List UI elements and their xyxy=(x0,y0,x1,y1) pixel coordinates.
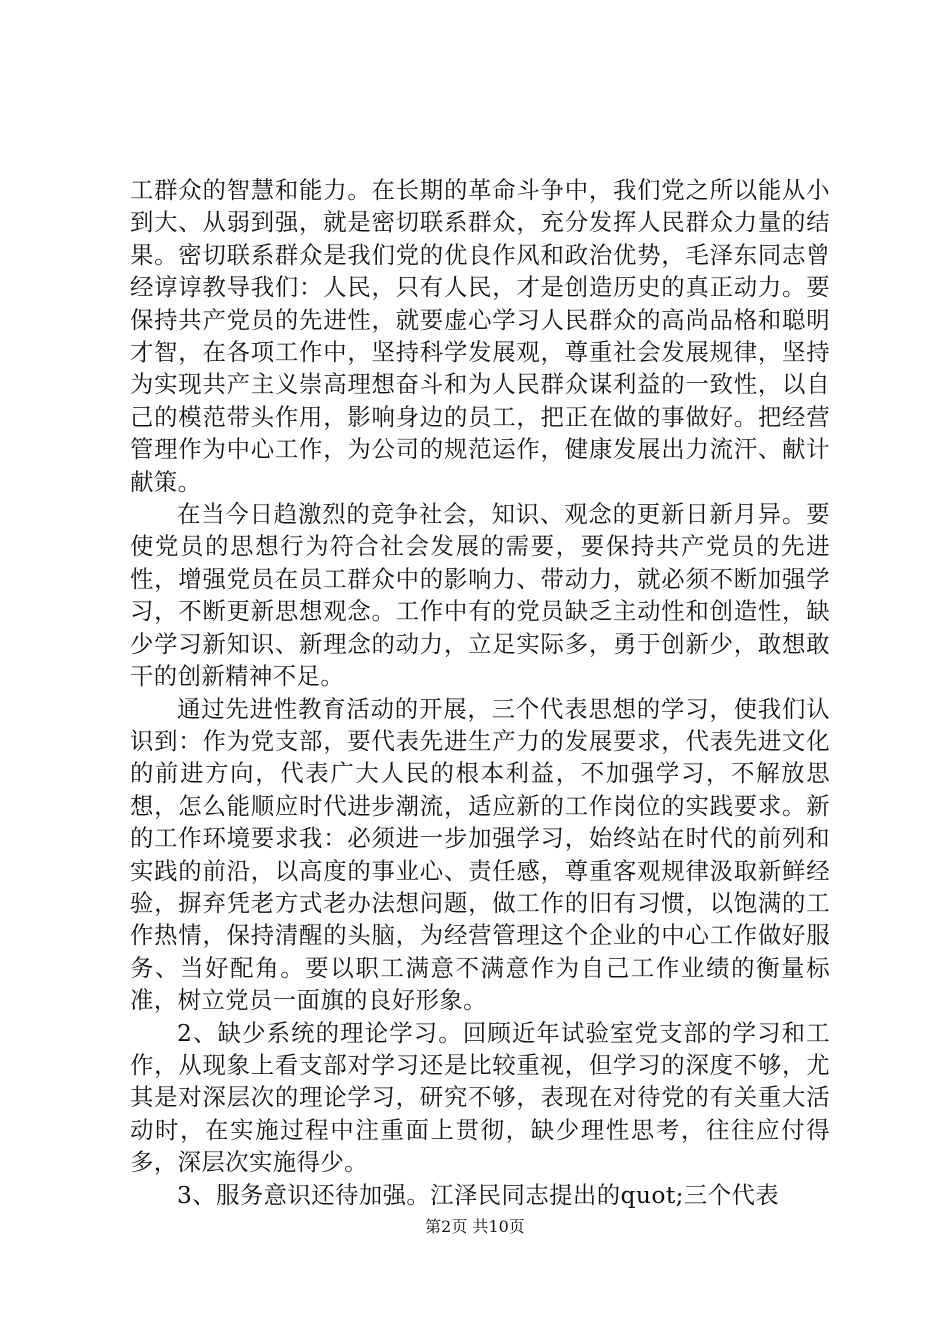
document-body xyxy=(130,174,830,1211)
paragraph-4: 2、缺少系统的理论学习。回顾近年试验室党支部的学习和工作，从现象上看支部对学习还是比较重视，但学习的深度不够，尤其是对深层次的理论学习，研究不够，表现在对待党的有关重大活动时，在实施过程中注重面上贯彻，缺少理性思考，往往应付得多，深层次实施得少。 xyxy=(130,1018,830,1177)
paragraph-5: 3、服务意识还待加强。江泽民同志提出的quot;三个代表 xyxy=(177,1180,780,1209)
paragraph-2: 在当今日趋激烈的竞争社会，知识、观念的更新日新月异。要使党员的思想行为符合社会发展的需要，要保持共产党员的先进性，增强党员在员工群众中的影响力、带动力，就必须不断加强学习，不断更新思想观念。工作中有的党员缺乏主动性和创造性，缺少学习新知识、新理念的动力，立足实际多，勇于创新少，敢想敢干的创新精神不足。 xyxy=(130,500,830,691)
paragraph-3: 通过先进性教育活动的开展，三个代表思想的学习，使我们认识到：作为党支部，要代表先进生产力的发展要求，代表先进文化的前进方向，代表广大人民的根本利益，不加强学习，不解放思想，怎么能顺应时代进步潮流，适应新的工作岗位的实践要求。新的工作环境要求我：必须进一步加强学习，始终站在时代的前列和实践的前沿，以高度的事业心、责任感，尊重客观规律汲取新鲜经验，摒弃凭老方式老办法想问题，做工作的旧有习惯，以饱满的工作热情，保持清醒的头脑，为经营管理这个企业的中心工作做好服务、当好配角。要以职工满意不满意作为自己工作业绩的衡量标准，树立党员一面旗的良好形象。 xyxy=(130,694,830,1015)
paragraph-1: 工群众的智慧和能力。在长期的革命斗争中，我们党之所以能从小到大、从弱到强，就是密切联系群众，充分发挥人民群众力量的结果。密切联系群众是我们党的优良作风和政治优势，毛泽东同志曾经谆谆教导我们：人民，只有人民，才是创造历史的真正动力。要保持共产党员的先进性，就要虚心学习人民群众的高尚品格和聪明才智，在各项工作中，坚持科学发展观，尊重社会发展规律，坚持为实现共产主义崇高理想奋斗和为人民群众谋利益的一致性，以自己的模范带头作用，影响身边的员工，把正在做的事做好。把经营管理作为中心工作，为公司的规范运作，健康发展出力流汗、献计献策。 xyxy=(130,176,830,496)
page-number-footer: 第2页 共10页 xyxy=(425,1217,525,1236)
